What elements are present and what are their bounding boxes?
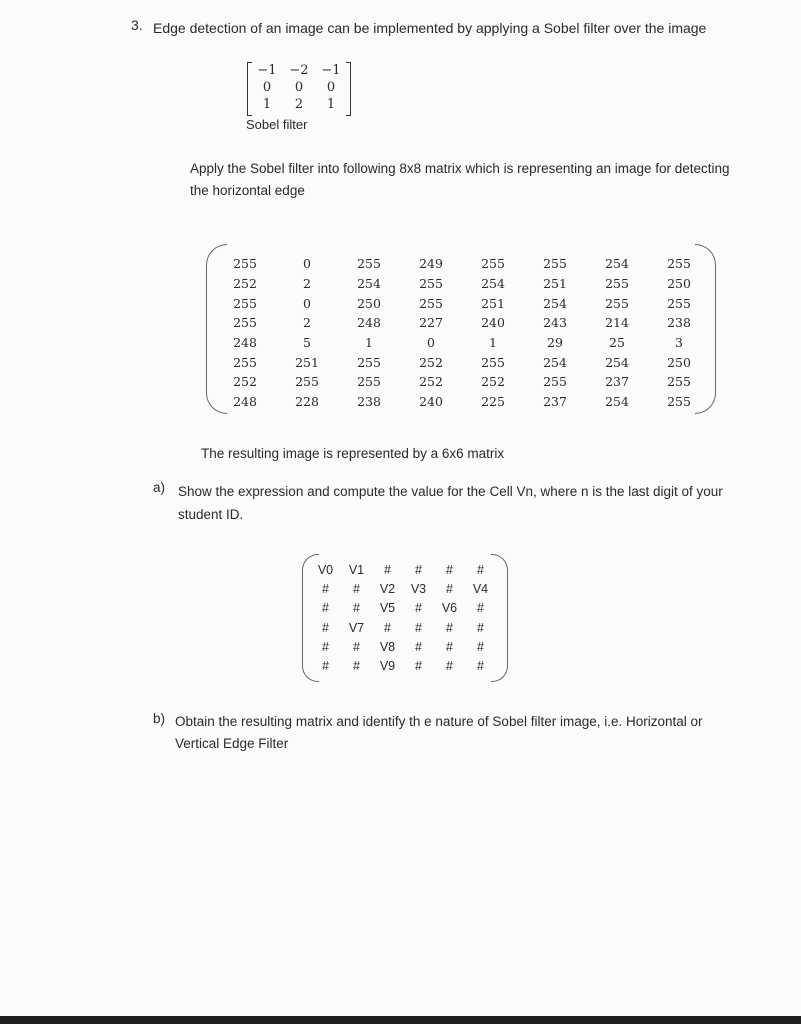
sobel-filter-matrix [247, 62, 357, 116]
matrix-cell: 255 [233, 256, 257, 272]
sobel-cell: −2 [289, 63, 309, 78]
matrix-row [310, 560, 496, 579]
matrix-cell: 0 [303, 256, 311, 272]
matrix-cell: 255 [605, 276, 629, 292]
matrix-cell: 254 [357, 276, 381, 292]
matrix-row [251, 79, 347, 96]
question-number: 3. [131, 17, 143, 33]
result-cell: # [477, 562, 484, 577]
matrix-cell: 255 [357, 354, 381, 370]
part-a-label: a) [153, 480, 166, 495]
part-b-text: Obtain the resulting matrix and identify th e nature of Sobel filter image, i.e. Horizontal or Vertical Edge Filter [175, 714, 703, 751]
image-matrix-table [214, 254, 710, 412]
sobel-cell: 0 [326, 80, 336, 95]
question-text: Edge detection of an image can be implemented by applying a Sobel filter over the image [153, 20, 707, 36]
result-cell: V4 [472, 581, 489, 596]
result-cell: # [477, 620, 484, 635]
matrix-row [310, 656, 496, 675]
matrix-cell: 255 [233, 354, 257, 370]
matrix-cell: 255 [543, 374, 567, 390]
matrix-cell: 255 [543, 256, 567, 272]
image-matrix-8x8 [206, 244, 716, 414]
part-a-text: Show the expression and compute the value for the Cell Vn, where n is the last digit of your student ID. [178, 484, 723, 522]
matrix-row [214, 372, 710, 392]
part-b-label: b) [153, 711, 166, 726]
result-cell: # [446, 639, 453, 654]
matrix-row [310, 618, 496, 637]
matrix-cell: 238 [667, 315, 691, 331]
matrix-cell: 5 [303, 335, 311, 351]
scan-edge [0, 1016, 801, 1024]
result-cell: # [477, 601, 484, 616]
matrix-cell: 254 [543, 295, 567, 311]
matrix-cell: 240 [481, 315, 505, 331]
apply-instruction: Apply the Sobel filter into following 8x8 matrix which is representing an image for detecting the horizontal edge [190, 161, 730, 198]
result-cell: # [446, 581, 453, 596]
result-cell: # [322, 620, 329, 635]
matrix-row [251, 62, 347, 79]
result-cell: # [415, 659, 422, 674]
result-cell: V8 [379, 639, 396, 654]
sobel-cell: 2 [294, 97, 304, 112]
result-cell: V6 [441, 601, 458, 616]
matrix-cell: 251 [481, 295, 505, 311]
matrix-cell: 243 [543, 315, 567, 331]
matrix-row [310, 599, 496, 618]
matrix-cell: 238 [357, 394, 381, 410]
matrix-cell: 254 [605, 354, 629, 370]
matrix-cell: 240 [419, 394, 443, 410]
matrix-row [251, 96, 347, 113]
matrix-row [310, 637, 496, 656]
matrix-cell: 254 [605, 394, 629, 410]
result-cell: # [415, 620, 422, 635]
matrix-row [214, 392, 710, 412]
matrix-cell: 2 [303, 315, 311, 331]
matrix-row [214, 293, 710, 313]
sobel-table [251, 62, 347, 113]
matrix-cell: 249 [419, 256, 443, 272]
matrix-cell: 248 [357, 315, 381, 331]
matrix-cell: 1 [489, 335, 497, 351]
matrix-row [310, 579, 496, 598]
result-cell: V0 [317, 562, 334, 577]
matrix-cell: 255 [233, 295, 257, 311]
result-cell: V3 [410, 581, 427, 596]
result-cell: # [322, 659, 329, 674]
matrix-cell: 255 [419, 276, 443, 292]
result-cell: V2 [379, 581, 396, 596]
sobel-cell: 1 [326, 97, 336, 112]
matrix-cell: 252 [481, 374, 505, 390]
result-cell: # [446, 659, 453, 674]
result-description: The resulting image is represented by a 6x6 matrix [201, 446, 505, 461]
result-cell: # [415, 601, 422, 616]
sobel-caption: Sobel filter [246, 117, 308, 132]
result-matrix-6x6 [302, 554, 508, 682]
matrix-cell: 255 [605, 295, 629, 311]
matrix-row [214, 352, 710, 372]
matrix-cell: 228 [295, 394, 319, 410]
result-cell: V1 [348, 562, 365, 577]
sobel-cell: 1 [262, 97, 272, 112]
sobel-cell: −1 [257, 63, 277, 78]
matrix-cell: 1 [365, 335, 373, 351]
matrix-cell: 237 [605, 374, 629, 390]
matrix-row [214, 333, 710, 353]
matrix-cell: 214 [605, 315, 629, 331]
result-cell: # [415, 639, 422, 654]
matrix-cell: 250 [357, 295, 381, 311]
matrix-cell: 255 [295, 374, 319, 390]
matrix-cell: 251 [295, 354, 319, 370]
matrix-cell: 250 [667, 276, 691, 292]
result-cell: # [384, 562, 391, 577]
matrix-cell: 237 [543, 394, 567, 410]
matrix-cell: 255 [667, 256, 691, 272]
matrix-cell: 255 [481, 256, 505, 272]
matrix-cell: 255 [667, 394, 691, 410]
matrix-cell: 29 [547, 335, 563, 351]
result-cell: V5 [379, 601, 396, 616]
sobel-cell: 0 [262, 80, 272, 95]
matrix-cell: 225 [481, 394, 505, 410]
matrix-cell: 255 [667, 295, 691, 311]
matrix-cell: 252 [233, 276, 257, 292]
result-cell: # [353, 601, 360, 616]
matrix-cell: 0 [303, 295, 311, 311]
result-cell: # [477, 639, 484, 654]
result-cell: # [322, 639, 329, 654]
matrix-cell: 255 [667, 374, 691, 390]
result-cell: V7 [348, 620, 365, 635]
matrix-cell: 255 [419, 295, 443, 311]
matrix-cell: 254 [481, 276, 505, 292]
matrix-row [214, 254, 710, 274]
matrix-cell: 251 [543, 276, 567, 292]
result-cell: V9 [379, 659, 396, 674]
matrix-cell: 2 [303, 276, 311, 292]
result-cell: # [353, 659, 360, 674]
result-cell: # [384, 620, 391, 635]
sobel-cell: 0 [294, 80, 304, 95]
result-matrix-table [310, 560, 496, 676]
matrix-cell: 252 [233, 374, 257, 390]
matrix-row [214, 313, 710, 333]
matrix-cell: 254 [605, 256, 629, 272]
result-cell: # [477, 659, 484, 674]
matrix-cell: 255 [357, 374, 381, 390]
result-cell: # [446, 620, 453, 635]
matrix-cell: 255 [481, 354, 505, 370]
result-cell: # [322, 601, 329, 616]
matrix-cell: 252 [419, 354, 443, 370]
matrix-row [214, 274, 710, 294]
matrix-cell: 250 [667, 354, 691, 370]
result-cell: # [322, 581, 329, 596]
result-cell: # [353, 639, 360, 654]
matrix-cell: 254 [543, 354, 567, 370]
matrix-cell: 0 [427, 335, 435, 351]
sobel-cell: −1 [321, 63, 341, 78]
matrix-cell: 252 [419, 374, 443, 390]
matrix-cell: 25 [609, 335, 625, 351]
matrix-cell: 3 [675, 335, 683, 351]
matrix-cell: 248 [233, 394, 257, 410]
matrix-cell: 255 [233, 315, 257, 331]
result-cell: # [415, 562, 422, 577]
result-cell: # [446, 562, 453, 577]
matrix-cell: 255 [357, 256, 381, 272]
matrix-cell: 248 [233, 335, 257, 351]
matrix-cell: 227 [419, 315, 443, 331]
result-cell: # [353, 581, 360, 596]
